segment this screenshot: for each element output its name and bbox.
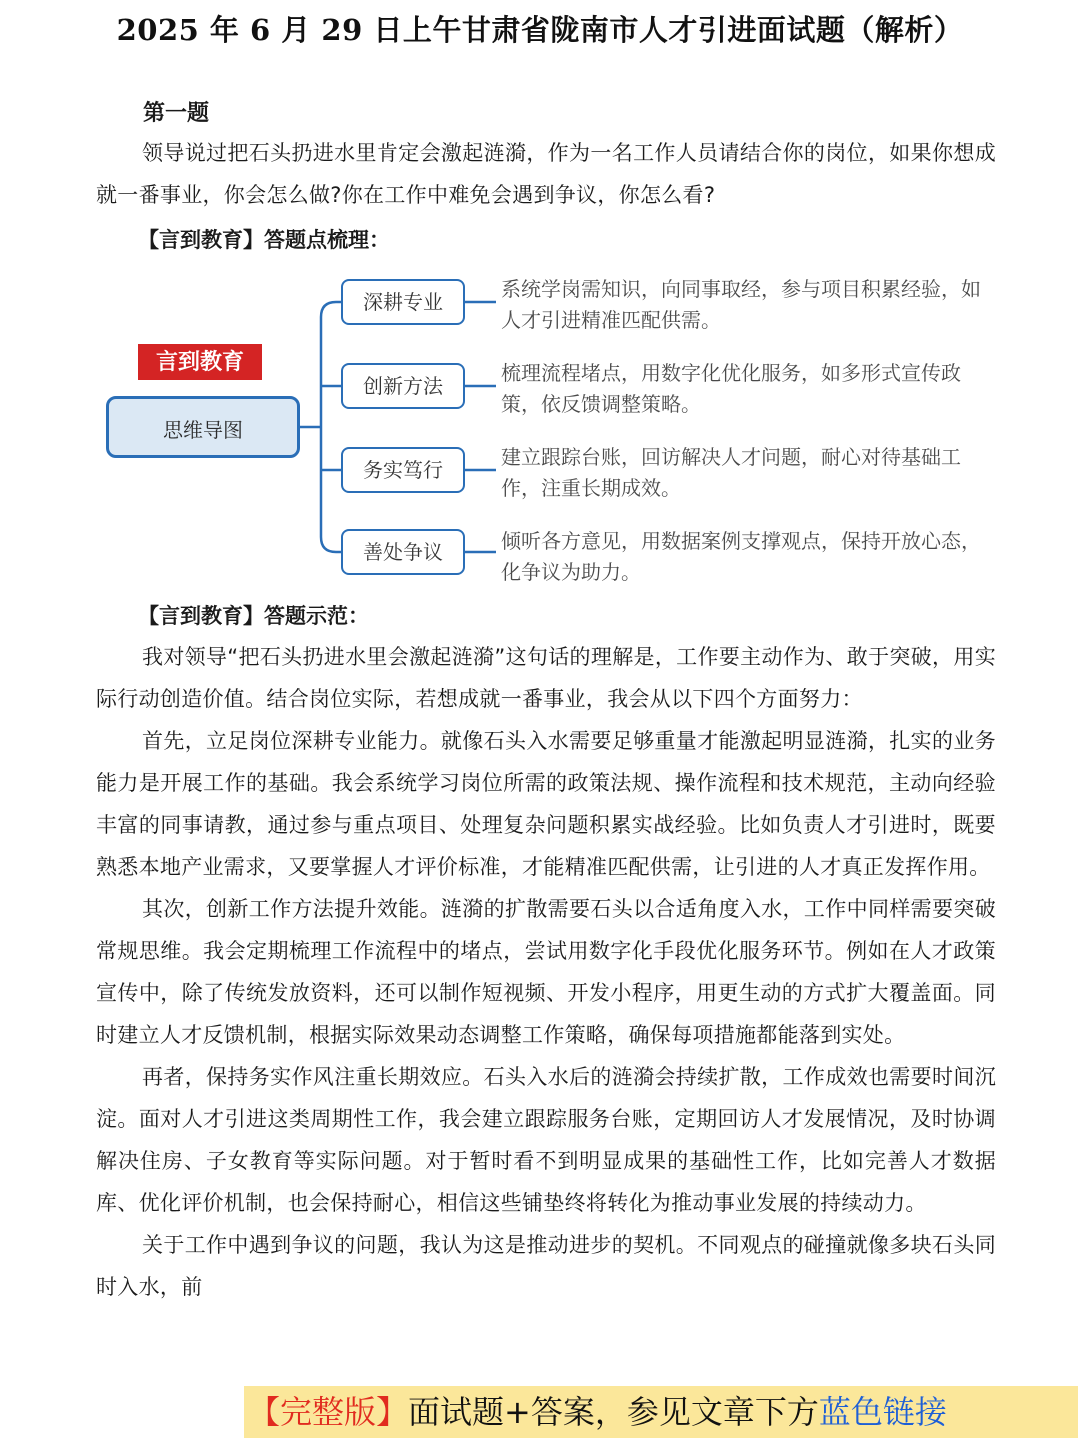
answer-body xyxy=(96,636,996,1308)
mind-map-branch-desc: 系统学岗需知识，向同事取经，参与项目积累经验，如人才引进精准匹配供需。 xyxy=(501,277,981,332)
full-version-banner[interactable] xyxy=(244,1386,1078,1438)
answer-paragraph: 其次，创新工作方法提升效能。涟漪的扩散需要石头以合适角度入水，工作中同样需要突破常规思维。我会定期梳理工作流程中的堵点，尝试用数字化手段优化服务环节。例如在人才政策宣传中，除了传统发放资料，还可以制作短视频、开发小程序，用更生动的方式扩大覆盖面。同时建立人才反馈机制，根据实际效果动态调整工作策略，确保每项措施都能落到实处。 xyxy=(96,897,996,1047)
mind-map-branch: 善处争议 xyxy=(341,529,465,575)
mind-map-branch-desc: 倾听各方意见，用数据案例支撑观点，保持开放心态，化争议为助力。 xyxy=(501,529,981,584)
answer-paragraph: 关于工作中遇到争议的问题，我认为这是推动进步的契机。不同观点的碰撞就像多块石头同时入水，前 xyxy=(96,1233,996,1299)
trunk-connector xyxy=(321,302,341,552)
document-title: 2025 年 6 月 29 日上午甘肃省陇南市人才引进面试题（解析） xyxy=(116,13,964,47)
mind-map-branch: 深耕专业 xyxy=(341,279,465,325)
answer-paragraph: 再者，保持务实作风注重长期效应。石头入水后的涟漪会持续扩散，工作成效也需要时间沉淀。面对人才引进这类周期性工作，我会建立跟踪服务台账，定期回访人才发展情况，及时协调解决住房、子女教育等实际问题。对于暂时看不到明显成果的基础性工作，比如完善人才数据库、优化评价机制，也会保持耐心，相信这些铺垫终将转化为推动事业发展的持续动力。 xyxy=(96,1065,996,1215)
answer-paragraph: 首先，立足岗位深耕专业能力。就像石头入水需要足够重量才能激起明显涟漪，扎实的业务能力是开展工作的基础。我会系统学习岗位所需的政策法规、操作流程和技术规范，主动向经验丰富的同事请教，通过参与重点项目、处理复杂问题积累实战经验。比如负责人才引进时，既要熟悉本地产业需求，又要掌握人才评价标准，才能精准匹配供需，让引进的人才真正发挥作用。 xyxy=(96,729,996,879)
banner-tag: 【完整版】 xyxy=(248,1393,409,1431)
mind-map-branch-desc: 建立跟踪台账，回访解决人才问题，耐心对待基础工作，注重长期成效。 xyxy=(501,445,961,500)
answer-section-label: 【言到教育】答题示范： xyxy=(138,603,369,628)
question-text: 领导说过把石头扔进水里肯定会激起涟漪，作为一名工作人员请结合你的岗位，如果你想成就一番事业，你会怎么做?你在工作中难免会遇到争议，你怎么看? xyxy=(96,141,996,207)
points-section-label: 【言到教育】答题点梳理： xyxy=(138,227,390,252)
brand-logo: 言到教育 xyxy=(138,344,262,380)
mind-map-root: 思维导图 xyxy=(106,396,300,458)
mind-map-branch-desc: 梳理流程堵点，用数字化优化服务，如多形式宣传政策，依反馈调整策略。 xyxy=(501,361,961,416)
mind-map-branch: 创新方法 xyxy=(341,363,465,409)
mind-map xyxy=(96,262,1016,592)
mind-map-branch: 务实笃行 xyxy=(341,447,465,493)
banner-link[interactable]: 蓝色链接 xyxy=(818,1393,947,1431)
answer-paragraph: 我对领导“把石头扔进水里会激起涟漪”这句话的理解是，工作要主动作为、敢于突破，用实际行动创造价值。结合岗位实际，若想成就一番事业，我会从以下四个方面努力： xyxy=(96,645,996,711)
banner-text: 面试题+答案，参见文章下方 xyxy=(408,1393,819,1431)
question-heading: 第一题 xyxy=(143,100,210,126)
